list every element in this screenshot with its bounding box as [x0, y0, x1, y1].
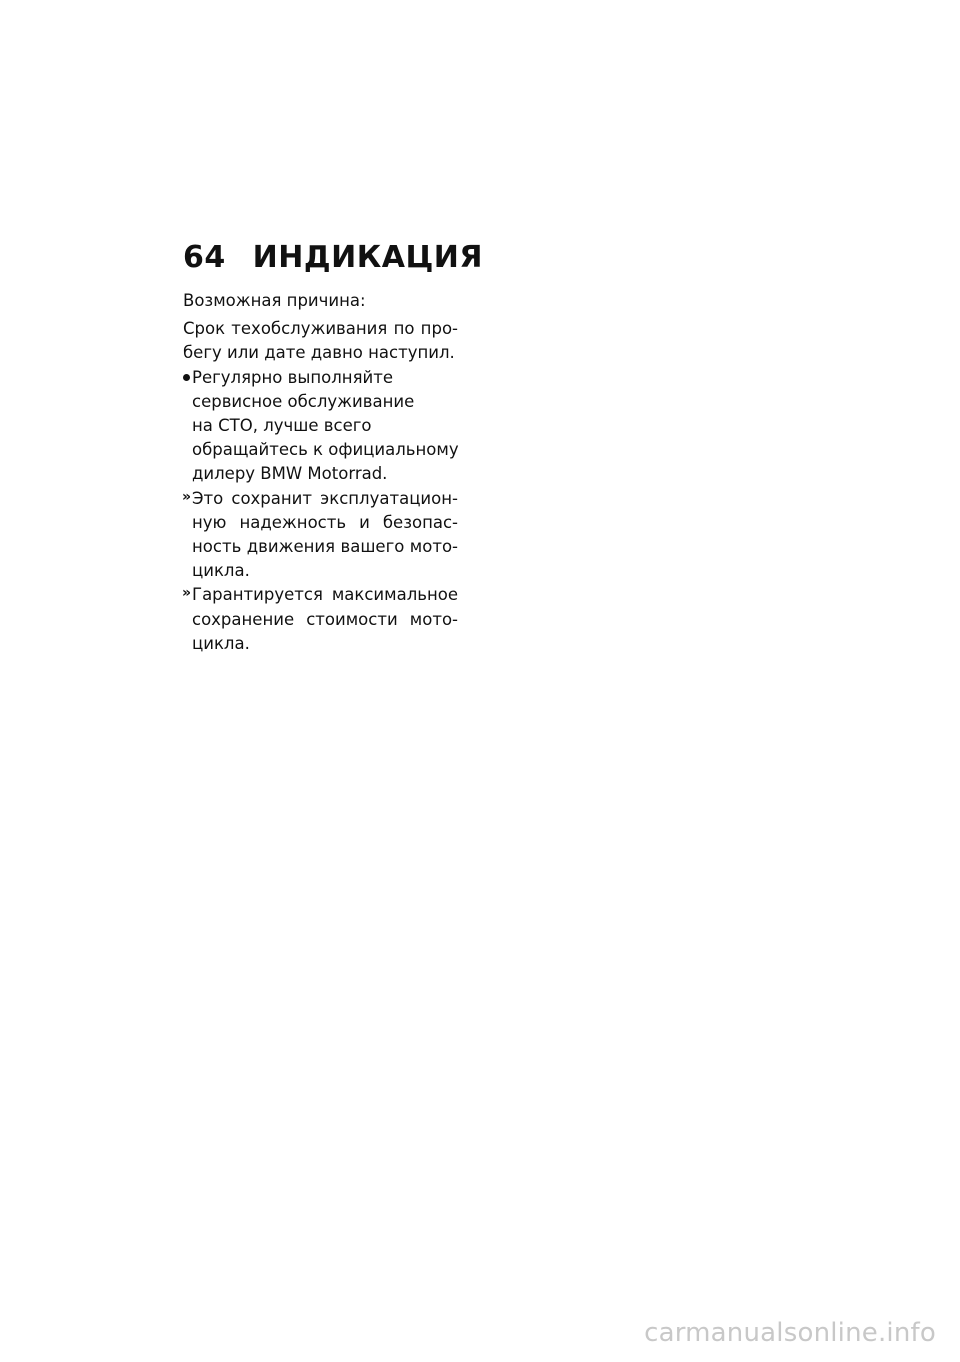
page-header	[183, 240, 483, 284]
result-arrow-icon: »	[182, 585, 192, 602]
result-item	[183, 487, 458, 584]
action-line: обращайтесь к официальному	[192, 440, 459, 460]
action-item	[183, 366, 458, 487]
result-line: сохранение стоимости мото-	[192, 609, 458, 629]
page-number: 64	[183, 240, 226, 275]
result-line: ную надежность и безопас-	[192, 512, 458, 532]
watermark: carmanualsonline.info	[644, 1318, 936, 1348]
result-line: Гарантируется максимальное	[192, 585, 458, 605]
action-line: сервисное обслуживание	[192, 391, 415, 411]
section-title: ИНДИКАЦИЯ	[252, 240, 483, 275]
result-item	[183, 583, 458, 656]
result-line: Это сохранит эксплуатацион-	[192, 488, 458, 508]
action-line: дилеру BMW Motorrad.	[192, 464, 388, 484]
content-block	[183, 289, 458, 656]
cause-label: Возможная причина:	[183, 291, 366, 310]
cause-text	[183, 317, 458, 365]
result-line: ность движения вашего мото-	[192, 537, 458, 557]
result-arrow-icon: »	[182, 488, 192, 505]
cause-line: бегу или дате давно наступил.	[183, 343, 455, 363]
action-line: Регулярно выполняйте	[192, 367, 393, 387]
bullet-icon	[183, 366, 192, 390]
result-line: цикла.	[192, 633, 250, 653]
result-line: цикла.	[192, 561, 250, 581]
action-line: на СТО, лучше всего	[192, 416, 372, 436]
cause-line: Срок техобслуживания по про-	[183, 319, 458, 339]
